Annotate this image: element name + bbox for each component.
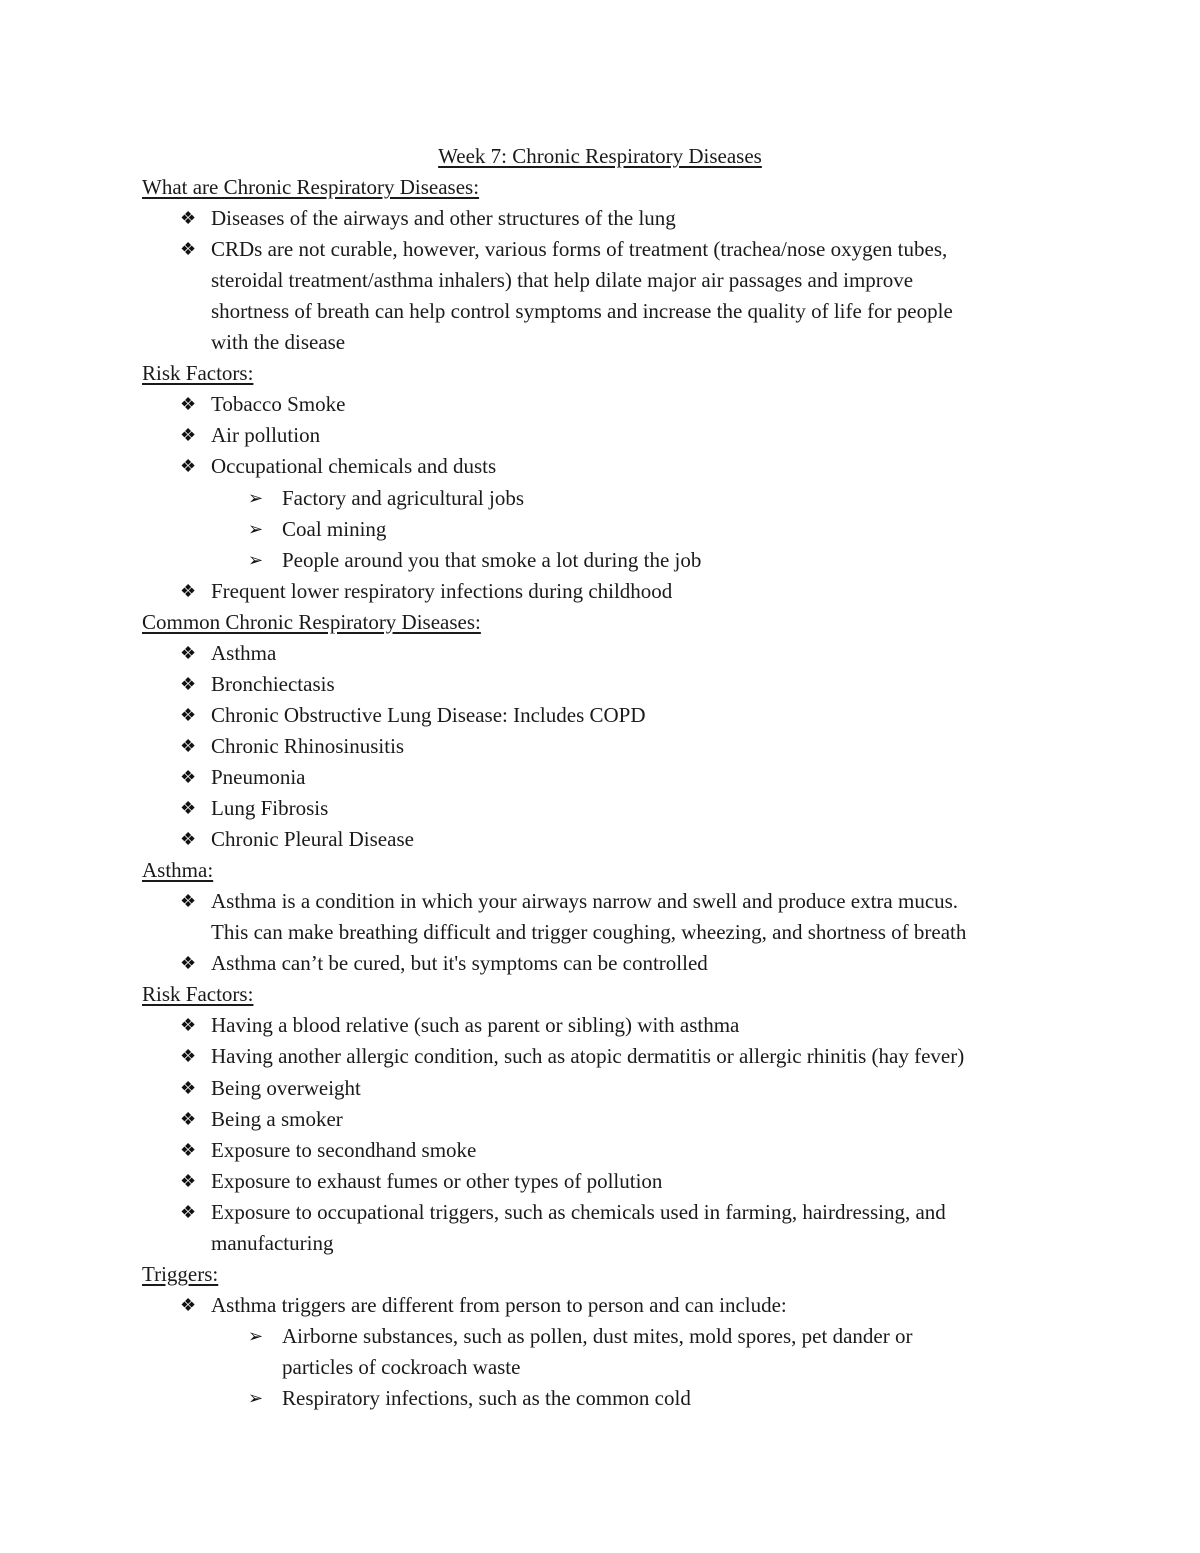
bullet-arrow-icon: ➢ (248, 549, 264, 570)
list-item-text: Having another allergic condition, such as atopic dermatitis or allergic rhinitis (hay fever) (211, 1044, 965, 1069)
sub-list-item-text: Factory and agricultural jobs (282, 485, 525, 510)
list-item-text: Diseases of the airways and other structures of the lung (211, 206, 676, 231)
bullet-diamond-icon: ❖ (180, 1046, 197, 1067)
sub-list-item-text: People around you that smoke a lot during the job (282, 547, 702, 572)
bullet-diamond-icon: ❖ (180, 891, 197, 912)
list-item-text: Pneumonia (211, 765, 306, 789)
list-item-text: Having a blood relative (such as parent or sibling) with asthma (211, 1013, 740, 1038)
bullet-arrow-icon: ➢ (248, 1388, 264, 1408)
section-heading: Triggers: (142, 1261, 219, 1286)
list-item-text: Occupational chemicals and dusts (211, 454, 497, 479)
list-item-text: Tobacco Smoke (211, 392, 346, 417)
bullet-arrow-icon: ➢ (248, 518, 264, 539)
bullet-diamond-icon: ❖ (180, 953, 197, 974)
bullet-arrow-icon: ➢ (248, 1325, 264, 1346)
bullet-diamond-icon: ❖ (180, 425, 197, 446)
list-item-text: Chronic Rhinosinusitis (211, 733, 405, 758)
section-heading: Asthma: (142, 858, 214, 883)
bullet-diamond-icon: ❖ (180, 208, 197, 229)
list-item-continuation: manufacturing (211, 1230, 334, 1255)
section-heading: Common Chronic Respiratory Diseases: (142, 609, 481, 634)
bullet-diamond-icon: ❖ (180, 1294, 197, 1315)
section-heading: Risk Factors: (142, 361, 254, 386)
list-item-text: Chronic Obstructive Lung Disease: Includes COPD (211, 702, 646, 727)
bullet-diamond-icon: ❖ (180, 1077, 197, 1098)
list-item-text: Asthma can’t be cured, but it's symptoms can be controlled (211, 951, 708, 976)
list-item-text: Asthma is a condition in which your airways narrow and swell and produce extra mucus. (211, 889, 959, 914)
list-item-text: Asthma triggers are different from person to person and can include: (211, 1292, 787, 1317)
bullet-diamond-icon: ❖ (180, 239, 197, 260)
list-item-text: Exposure to exhaust fumes or other types of pollution (211, 1168, 663, 1193)
bullet-diamond-icon: ❖ (180, 673, 197, 694)
bullet-diamond-icon: ❖ (180, 798, 197, 818)
section-heading: Risk Factors: (142, 982, 254, 1007)
bullet-diamond-icon: ❖ (180, 394, 197, 415)
list-item-text: Air pollution (211, 423, 321, 448)
list-item-text: Frequent lower respiratory infections during childhood (211, 578, 673, 603)
list-item-text: Bronchiectasis (211, 671, 335, 696)
section-heading: What are Chronic Respiratory Diseases: (142, 175, 480, 199)
bullet-diamond-icon: ❖ (180, 456, 197, 477)
bullet-arrow-icon: ➢ (248, 487, 264, 508)
list-item-text: Chronic Pleural Disease (211, 827, 414, 852)
bullet-diamond-icon: ❖ (180, 1170, 197, 1191)
sub-list-item-text: Coal mining (282, 516, 387, 541)
list-item-text: Being a smoker (211, 1106, 343, 1131)
list-item-text: Asthma (211, 640, 277, 665)
list-item-text: Exposure to occupational triggers, such as chemicals used in farming, hairdressing, and (211, 1199, 946, 1224)
list-item-continuation: This can make breathing difficult and trigger coughing, wheezing, and shortness of breath (211, 920, 967, 945)
sub-list-item-text: Airborne substances, such as pollen, dust mites, mold spores, pet dander or (282, 1323, 913, 1348)
bullet-diamond-icon: ❖ (180, 767, 197, 787)
list-item-text: Being overweight (211, 1075, 361, 1100)
sub-list-item-continuation: particles of cockroach waste (282, 1354, 521, 1379)
bullet-diamond-icon: ❖ (180, 829, 197, 850)
bullet-diamond-icon: ❖ (180, 735, 197, 756)
list-item-continuation: steroidal treatment/asthma inhalers) that help dilate major air passages and improve (211, 268, 914, 293)
list-item-text: CRDs are not curable, however, various forms of treatment (trachea/nose oxygen tubes, (211, 237, 948, 262)
bullet-diamond-icon: ❖ (180, 704, 197, 725)
list-item-text: Lung Fibrosis (211, 796, 329, 820)
bullet-diamond-icon: ❖ (180, 1139, 197, 1160)
list-item-text: Exposure to secondhand smoke (211, 1137, 477, 1162)
bullet-diamond-icon: ❖ (180, 1108, 197, 1129)
bullet-diamond-icon: ❖ (180, 1201, 197, 1222)
bullet-diamond-icon: ❖ (180, 642, 197, 663)
bullet-diamond-icon: ❖ (180, 580, 197, 601)
sub-list-item-text: Respiratory infections, such as the common cold (282, 1386, 691, 1410)
page-title: Week 7: Chronic Respiratory Diseases (438, 144, 762, 168)
list-item-continuation: shortness of breath can help control symptoms and increase the quality of life for people (211, 299, 953, 324)
bullet-diamond-icon: ❖ (180, 1015, 197, 1036)
list-item-continuation: with the disease (211, 330, 346, 355)
